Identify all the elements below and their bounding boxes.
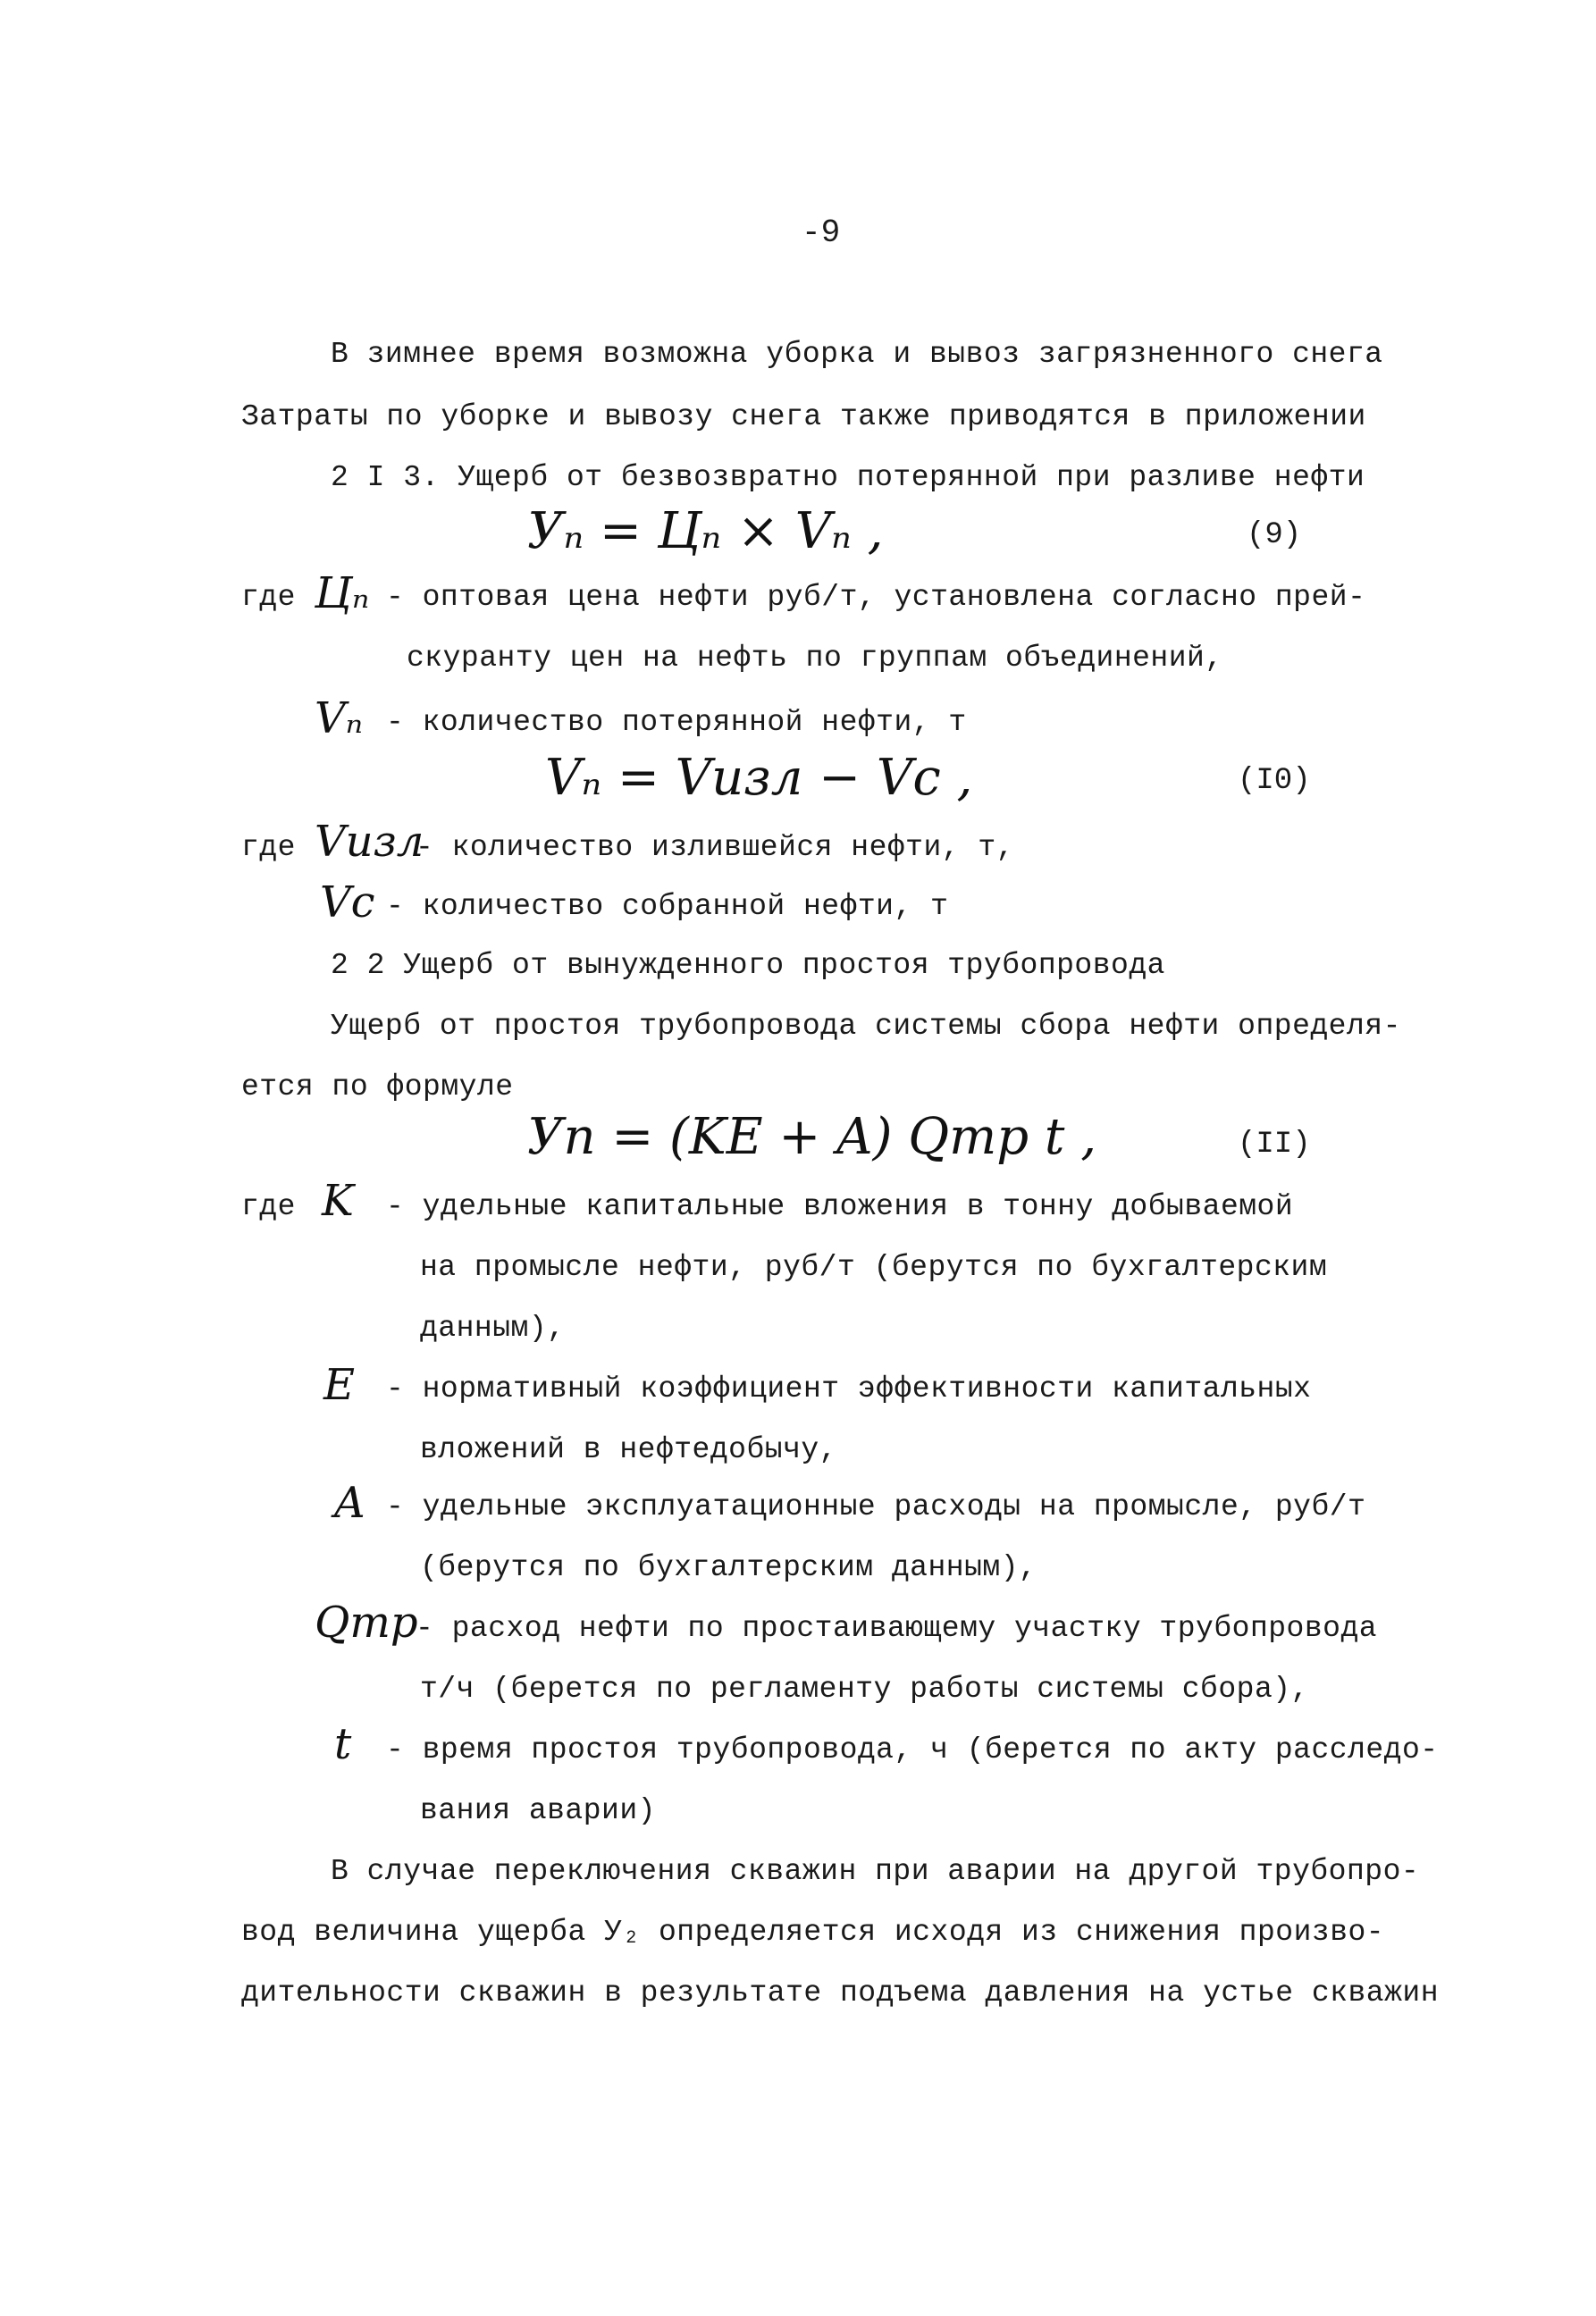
symbol-price: Цₙ (315, 568, 370, 618)
equation-number: (I0) (1238, 764, 1311, 798)
formula-9: Уₙ = Цₙ × Vₙ , (527, 502, 884, 560)
where-prefix: где (241, 1190, 296, 1223)
paragraph-line: В случае переключения скважин при аварии на другой трубопро- (331, 1855, 1420, 1888)
symbol-collected: Vс (320, 877, 375, 927)
equation-number: (9) (1247, 518, 1302, 552)
paragraph-line: ется по формуле (241, 1070, 514, 1103)
paragraph-line: Ущерб от простоя трубопровода системы сбора нефти определя- (331, 1010, 1401, 1043)
intro-line-1: В зимнее время возможна уборка и вывоз загрязненного снега (331, 338, 1383, 371)
where-prefix: где (241, 831, 296, 864)
definition-text: - количество потерянной нефти, т (386, 706, 967, 739)
intro-line-2: Затраты по уборке и вывозу снега также приводятся в приложении (241, 400, 1366, 433)
section-heading: 2 2 Ущерб от вынужденного простоя трубопровода (331, 949, 1165, 982)
definition-text: на промысле нефти, руб/т (берутся по бухгалтерским (420, 1251, 1328, 1284)
definition-text: - удельные эксплуатационные расходы на промысле, руб/т (386, 1490, 1366, 1523)
definition-text: данным), (420, 1312, 566, 1345)
section-heading: 2 I 3. Ущерб от безвозвратно потерянной при разливе нефти (331, 461, 1365, 494)
equation-number: (II) (1238, 1128, 1311, 1162)
symbol-t: t (334, 1719, 352, 1769)
formula-10: Vₙ = Vизл − Vс , (545, 749, 973, 807)
definition-text: - количество излившейся нефти, т, (416, 831, 1015, 864)
definition-text: - количество собранной нефти, т (386, 890, 949, 923)
symbol-a: A (334, 1478, 365, 1528)
definition-text: скуранту цен на нефть по группам объединений, (407, 642, 1223, 675)
definition-text: - расход нефти по простаивающему участку трубопровода (416, 1612, 1378, 1645)
paragraph-line: дительности скважин в результате подъема давления на устье скважин (241, 1976, 1440, 2010)
symbol-e: E (323, 1360, 356, 1410)
where-prefix: где (241, 581, 296, 614)
definition-text: (берутся по бухгалтерским данным), (420, 1551, 1037, 1584)
page-number: -9 (802, 214, 841, 251)
definition-text: - время простоя трубопровода, ч (берется по акту расследо- (386, 1733, 1439, 1766)
symbol-spilled: Vизл (315, 817, 424, 867)
definition-text: вложений в нефтедобычу, (420, 1433, 837, 1466)
symbol-volume: Vₙ (315, 693, 364, 743)
paragraph-line: вод величина ущерба У₂ определяется исходя из снижения произво- (241, 1916, 1385, 1949)
definition-text: - нормативный коэффициент эффективности капитальных (386, 1372, 1312, 1406)
symbol-k: K (322, 1176, 354, 1226)
definition-text: вания аварии) (420, 1794, 656, 1827)
definition-text: - оптовая цена нефти руб/т, установлена согласно прей- (386, 581, 1366, 614)
formula-11: Уп = (KE + A) Qтр t , (527, 1108, 1096, 1166)
definition-text: т/ч (берется по регламенту работы системы сбора), (420, 1673, 1309, 1706)
definition-text: - удельные капитальные вложения в тонну добываемой (386, 1190, 1294, 1223)
symbol-q: Qтр (315, 1598, 418, 1648)
